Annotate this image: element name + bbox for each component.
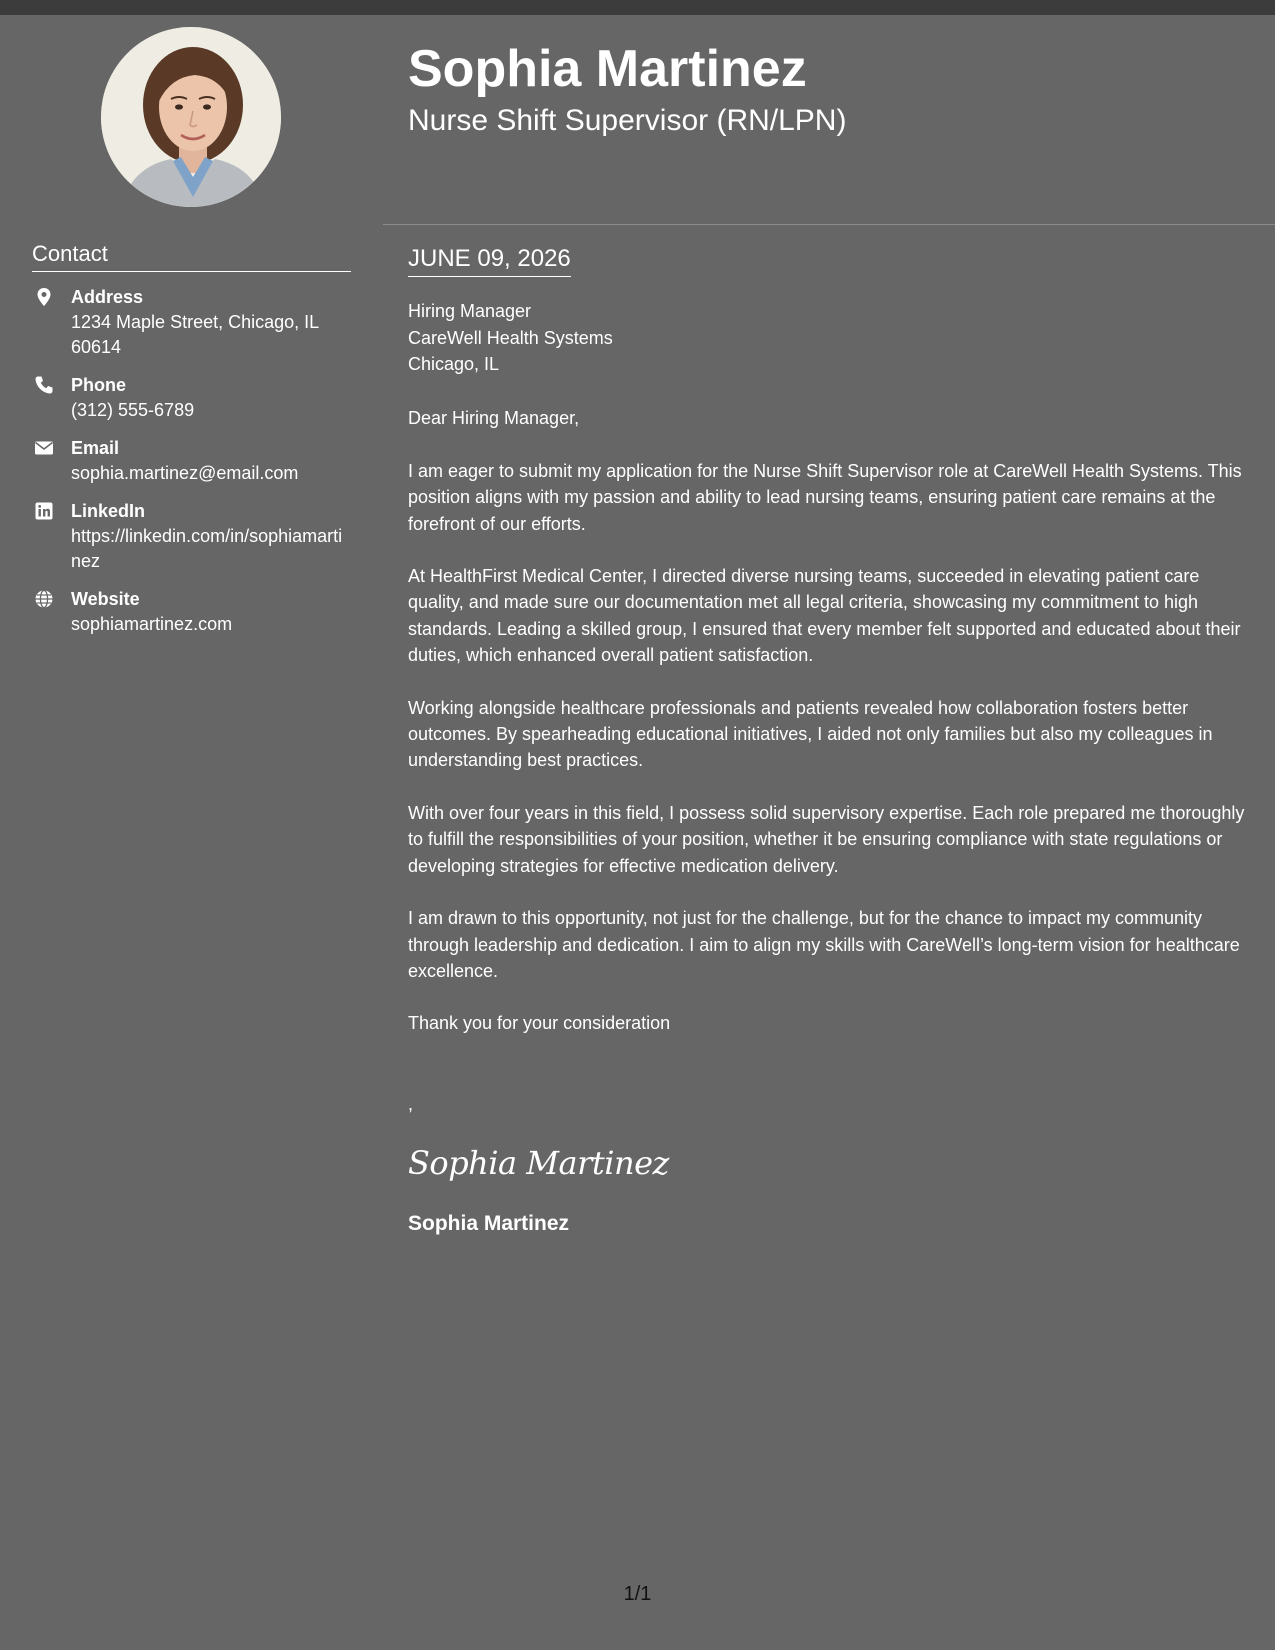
globe-icon <box>34 589 54 609</box>
signed-name: Sophia Martinez <box>408 1212 570 1236</box>
contact-item-website <box>32 587 351 637</box>
letter-paragraph: With over four years in this field, I possess solid supervisory expertise. Each role prepared me thoroughly to fulfill the responsibilities of your position, whether it be ensuring compliance with state regulations or developing strategies for effective medication delivery. <box>408 802 1245 876</box>
envelope-icon <box>34 438 54 458</box>
contact-value-address: 1234 Maple Street, Chicago, IL 60614 <box>71 312 319 357</box>
contact-label-address: Address <box>71 287 144 307</box>
phone-icon <box>34 375 54 395</box>
contact-heading: Contact <box>32 241 351 272</box>
map-pin-icon <box>34 287 54 307</box>
job-title: Nurse Shift Supervisor (RN/LPN) <box>408 104 847 137</box>
recipient-line: CareWell Health Systems <box>408 327 613 348</box>
closing-comma: , <box>408 1093 414 1114</box>
letter-date: JUNE 09, 2026 <box>408 243 571 277</box>
signature-script: Sophia Martinez <box>408 1144 669 1183</box>
contact-label-linkedin: LinkedIn <box>71 501 146 521</box>
letter-paragraph: Working alongside healthcare professionals and patients revealed how collaboration fosters better outcomes. By spearheading educational initiatives, I aided not only families but also my colleagues in understanding best practices. <box>408 697 1213 771</box>
linkedin-icon <box>34 501 54 521</box>
letter-body <box>408 243 1248 1238</box>
page-number: 1/1 <box>623 1583 652 1605</box>
applicant-name: Sophia Martinez <box>408 40 807 98</box>
contact-label-website: Website <box>71 589 140 609</box>
contact-label-phone: Phone <box>71 375 127 395</box>
top-bar <box>0 0 1275 15</box>
letter-paragraph: I am drawn to this opportunity, not just for the challenge, but for the chance to impact my community through leadership and dedication. I aim to align my skills with CareWell’s long-term vision for healthcare excellence. <box>408 908 1240 981</box>
letter-paragraph: I am eager to submit my application for the Nurse Shift Supervisor role at CareWell Health Systems. This position aligns with my passion and ability to lead nursing teams, ensuring patient care remains at the forefront of our efforts. <box>408 460 1242 534</box>
header-divider <box>383 224 1275 225</box>
contact-value-email[interactable]: sophia.martinez@email.com <box>71 463 299 483</box>
cover-letter-page <box>0 15 1275 1650</box>
contact-value-phone: (312) 555-6789 <box>71 400 195 420</box>
avatar <box>101 27 281 207</box>
letter-paragraph: At HealthFirst Medical Center, I directed diverse nursing teams, succeeded in elevating patient care quality, and made sure our documentation met all legal criteria, showcasing my commitment to high standards. Leading a skilled group, I ensured that every member felt supported and educated about their duties, which enhanced overall patient satisfaction. <box>408 566 1241 666</box>
contact-item-address <box>32 285 351 360</box>
contact-item-phone <box>32 373 351 423</box>
recipient-block <box>408 298 1248 377</box>
contact-item-linkedin <box>32 499 351 574</box>
contact-list <box>32 285 351 650</box>
contact-item-email <box>32 436 351 486</box>
contact-value-linkedin[interactable]: https://linkedin.com/in/sophiamartinez <box>71 526 343 571</box>
contact-value-website[interactable]: sophiamartinez.com <box>71 614 233 634</box>
contact-label-email: Email <box>71 438 120 458</box>
recipient-line: Hiring Manager <box>408 301 532 322</box>
recipient-line: Chicago, IL <box>408 354 500 374</box>
closing-line: Thank you for your consideration <box>408 1013 671 1034</box>
salutation: Dear Hiring Manager, <box>408 408 580 429</box>
signature <box>408 1135 1248 1191</box>
